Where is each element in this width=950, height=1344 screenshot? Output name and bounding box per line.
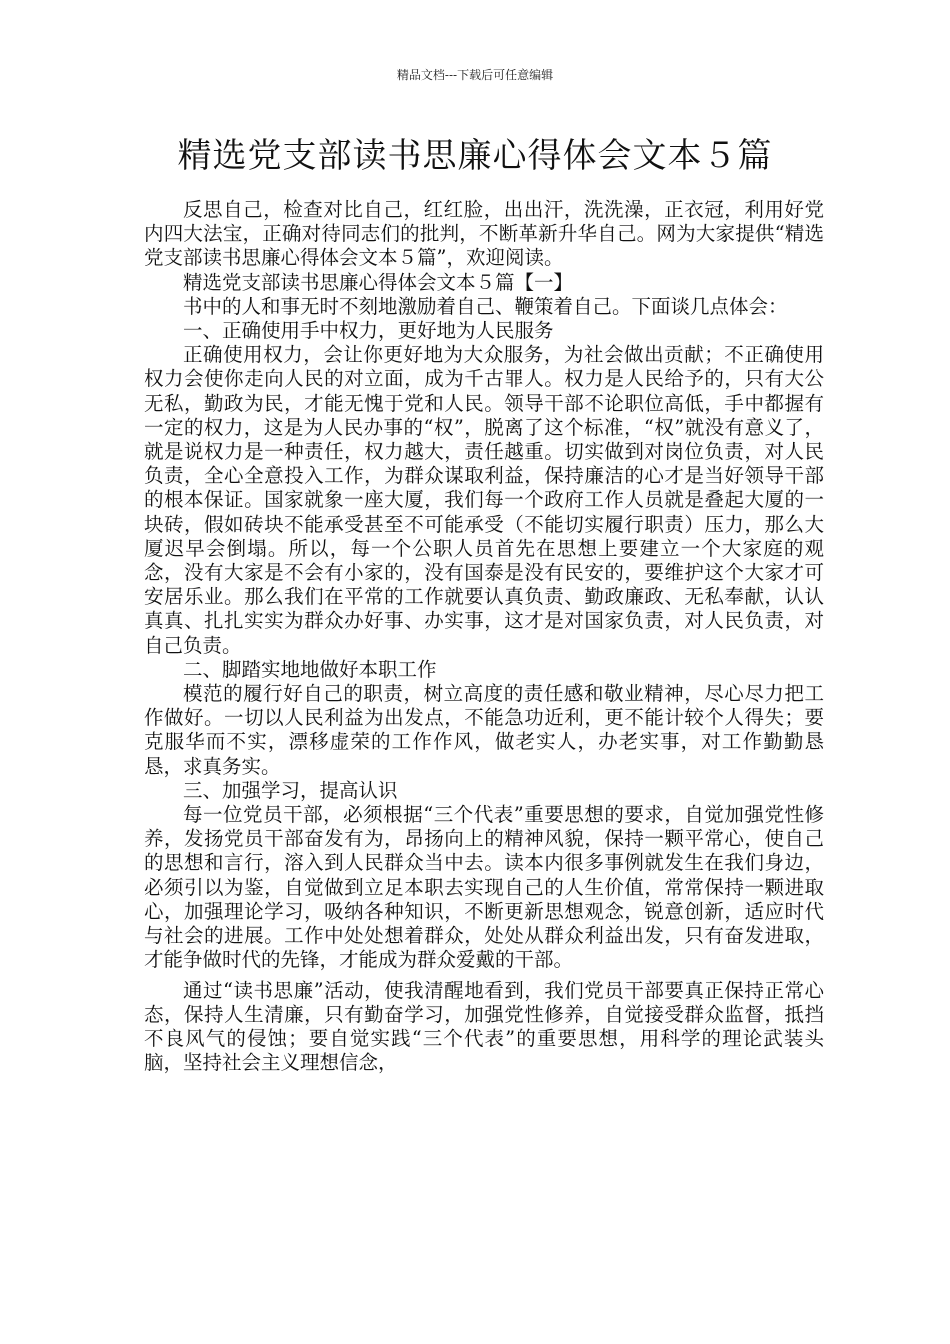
body-paragraph: 模范的履行好自己的职责，树立高度的责任感和敬业精神，尽心尽力把工作做好。一切以人民利益为出发点，不能急功近利，更不能计较个人得失；要克服华而不实，漂移虚荣的工作作风，做老实人，办老实事，对工作勤勤恳恳，求真务实。 — [144, 682, 824, 778]
subheading-study: 三、加强学习，提高认识 — [183, 778, 398, 802]
document-title: 精选党支部读书思廉心得体会文本５篇 — [177, 136, 773, 176]
section-heading-one: 精选党支部读书思廉心得体会文本５篇【一】 — [183, 270, 574, 294]
intro-paragraph: 反思自己，检查对比自己，红红脸，出出汗，洗洗澡，正衣冠，利用好党内四大法宝，正确对待同志们的批判，不断革新升华自己。网为大家提供“精选党支部读书思廉心得体会文本５篇”，欢迎阅读。 — [144, 198, 824, 270]
document-body — [144, 198, 824, 1075]
body-paragraph: 每一位党员干部，必须根据“三个代表”重要思想的要求，自觉加强党性修养，发扬党员干部奋发有为，昂扬向上的精神风貌，保持一颗平常心，使自己的思想和言行，溶入到人民群众当中去。读本内很多事例就发生在我们身边，必须引以为鉴，自觉做到立足本职去实现自己的人生价值，常常保持一颗进取心，加强理论学习，吸纳各种知识，不断更新思想观念，锐意创新，适应时代与社会的进展。工作中处处想着群众，处处从群众利益出发，只有奋发进取，才能争做时代的先锋，才能成为群众爱戴的干部。 — [144, 803, 824, 972]
body-paragraph: 书中的人和事无时不刻地激励着自己、鞭策着自己。下面谈几点体会： — [183, 294, 788, 318]
body-paragraph: 通过“读书思廉”活动，使我清醒地看到，我们党员干部要真正保持正常心态，保持人生清廉，只有勤奋学习，加强党性修养，自觉接受群众监督，抵挡不良风气的侵蚀；要自觉实践“三个代表”的重要思想，用科学的理论武装头脑，坚持社会主义理想信念， — [144, 978, 824, 1075]
subheading-work: 二、脚踏实地地做好本职工作 — [183, 657, 437, 681]
subheading-power: 一、正确使用手中权力，更好地为人民服务 — [183, 319, 554, 343]
body-paragraph: 正确使用权力，会让你更好地为大众服务，为社会做出贡献；不正确使用权力会使你走向人民的对立面，成为千古罪人。权力是人民给予的，只有大公无私，勤政为民，才能无愧于党和人民。领导干部不论职位高低，手中都握有一定的权力，这是为人民办事的“权”，脱离了这个标准，“权”就没有意义了，就是说权力是一种责任，权力越大，责任越重。切实做到对岗位负责，对人民负责，全心全意投入工作，为群众谋取利益，保持廉洁的心才是当好领导干部的根本保证。国家就象一座大厦，我们每一个政府工作人员就是叠起大厦的一块砖，假如砖块不能承受甚至不可能承受（不能切实履行职责）压力，那么大厦迟早会倒塌。所以，每一个公职人员首先在思想上要建立一个大家庭的观念，没有大家是不会有小家的，没有国泰是没有民安的，要维护这个大家才可安居乐业。那么我们在平常的工作就要认真负责、勤政廉政、无私奉献，认认真真、扎扎实实为群众办好事、办实事，这才是对国家负责，对人民负责，对自己负责。 — [144, 343, 824, 657]
page-header-note: 精品文档---下载后可任意编辑 — [396, 68, 554, 82]
